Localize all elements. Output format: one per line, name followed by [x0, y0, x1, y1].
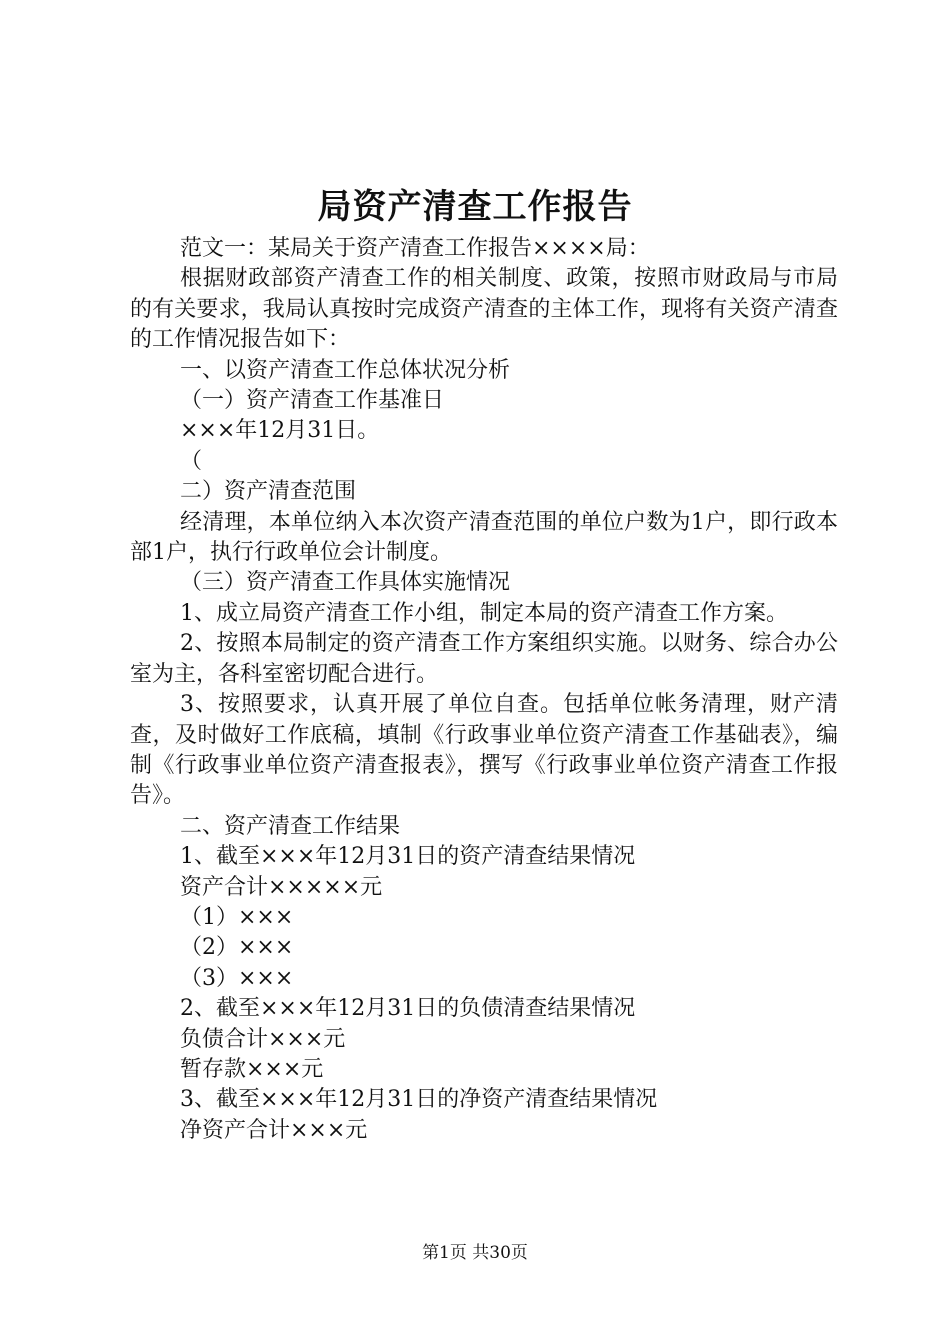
section-heading-1: 一、以资产清查工作总体状况分析: [180, 357, 511, 383]
list-item-2: 2、按照本局制定的资产清查工作方案组织实施。以财务、综合办公室为主，各科室密切配合进行。: [130, 631, 838, 687]
subsection-heading-3: （三）资产清查工作具体实施情况: [180, 570, 511, 596]
result-assets-heading: 1、截至×××年12月31日的资产清查结果情况: [180, 844, 636, 870]
result-net-assets-total: 净资产合计×××元: [180, 1117, 368, 1143]
result-liabilities-heading: 2、截至×××年12月31日的负债清查结果情况: [180, 996, 636, 1022]
subsection-heading-2: 二）资产清查范围: [180, 479, 357, 505]
result-liabilities-total: 负债合计×××元: [180, 1026, 346, 1052]
section-heading-2: 二、资产清查工作结果: [180, 813, 401, 839]
document-title: 局资产清查工作报告: [317, 187, 633, 227]
result-temporary-deposits: 暂存款×××元: [180, 1056, 324, 1082]
document-body: [130, 234, 838, 1146]
result-assets-item-1: （1）×××: [180, 904, 294, 930]
subsection-heading-1: （一）资产清查工作基准日: [180, 388, 445, 414]
page-number-footer: 第1页 共30页: [422, 1243, 528, 1263]
result-assets-item-3: （3）×××: [180, 965, 294, 991]
paragraph-salutation: 范文一：某局关于资产清查工作报告××××局：: [180, 236, 650, 261]
result-net-assets-heading: 3、截至×××年12月31日的净资产清查结果情况: [180, 1087, 658, 1113]
paragraph-intro: 根据财政部资产清查工作的相关制度、政策，按照市财政局与市局的有关要求，我局认真按时完成资产清查的主体工作，现将有关资产清查的工作情况报告如下：: [130, 266, 838, 353]
paragraph-open-paren: （: [180, 448, 203, 474]
list-item-3: 3、按照要求，认真开展了单位自查。包括单位帐务清理，财产清查，及时做好工作底稿，填制《行政事业单位资产清查工作基础表》，编制《行政事业单位资产清查报表》，撰写《行政事业单位资产清查工作报告》。: [130, 692, 838, 809]
paragraph-scope: 经清理，本单位纳入本次资产清查范围的单位户数为1户，即行政本部1户，执行行政单位会计制度。: [130, 509, 838, 566]
paragraph-base-date: ×××年12月31日。: [180, 418, 380, 444]
result-assets-item-2: （2）×××: [180, 935, 294, 961]
list-item-1: 1、成立局资产清查工作小组，制定本局的资产清查工作方案。: [180, 600, 788, 626]
result-assets-total: 资产合计×××××元: [180, 874, 383, 900]
